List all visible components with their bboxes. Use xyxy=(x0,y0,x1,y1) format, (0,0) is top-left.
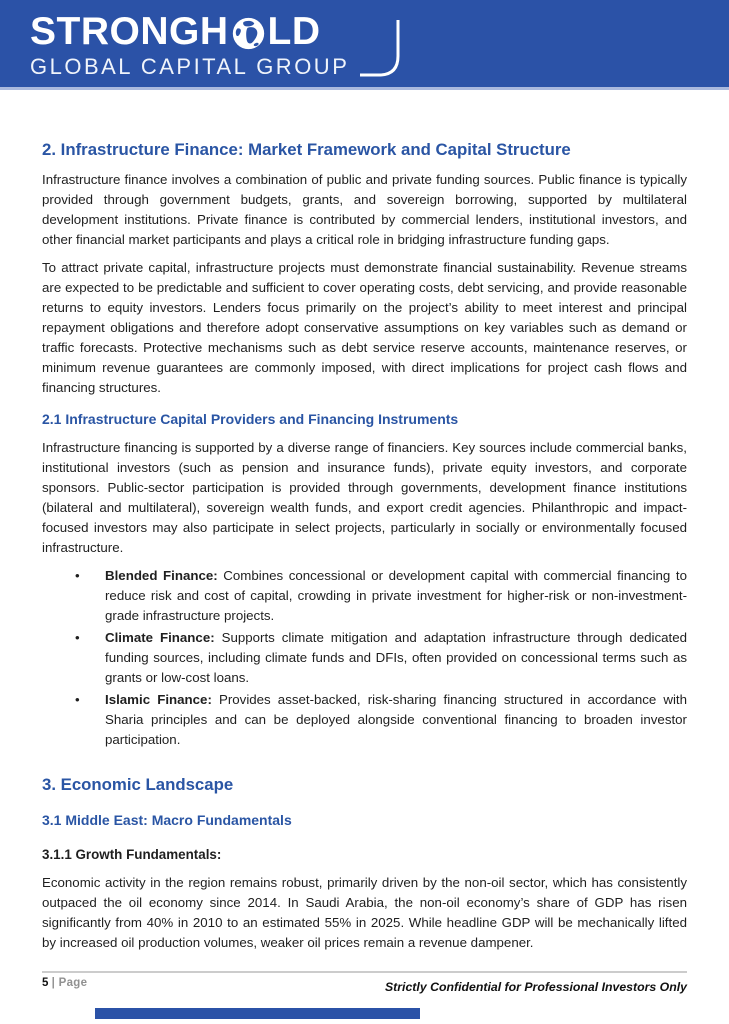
page-number-label: | Page xyxy=(51,977,88,989)
section-2-paragraph-1: Infrastructure finance involves a combination of public and private funding sources. Public finance is typically provided through government budgets, grants, and sovereign borrowing, supported by multilateral development institutions. Private finance is contributed by commercial lenders, institutional investors, and other financial market participants and plays a critical role in bridging infrastructure funding gaps. xyxy=(42,172,687,247)
section-3-1-1-heading: 3.1.1 Growth Fundamentals: xyxy=(42,847,222,862)
bullet-text: Supports climate mitigation and adaptation infrastructure through dedicated funding sources, including climate funds and DFIs, often provided on concessional terms such as grants or low-cost loans. xyxy=(105,630,687,685)
footer-divider xyxy=(42,971,687,973)
bullet-item-islamic-finance xyxy=(42,690,687,750)
bullet-text: Combines concessional or development capital with commercial financing to reduce risk and cost of capital, crowding in private investment for higher-risk or non-investment-grade infrastructure projects. xyxy=(105,568,687,623)
globe-icon xyxy=(232,17,265,50)
section-2-paragraph-2: To attract private capital, infrastructure projects must demonstrate financial sustainability. Revenue streams are expected to be predictable and sufficient to cover operating costs, debt servicing, and provide reasonable returns to equity investors. Lenders focus primarily on the project’s ability to meet interest and principal repayment obligations and therefore adopt conservative assumptions on key variables such as demand or traffic forecasts. Protective mechanisms such as debt service reserve accounts, maintenance reserves, or minimum revenue guarantees are commonly imposed, with direct implications for project cash flows and financing structures. xyxy=(42,260,687,395)
logo-subtitle: GLOBAL CAPITAL GROUP xyxy=(30,54,350,79)
section-2-heading: 2. Infrastructure Finance: Market Framework and Capital Structure xyxy=(42,140,571,159)
bullet-label: Blended Finance: xyxy=(105,568,218,583)
logo-wordmark-part2: LD xyxy=(267,10,321,53)
logo-bracket-graphic xyxy=(359,18,401,80)
logo-wordmark xyxy=(30,12,349,52)
company-logo xyxy=(30,12,401,80)
document-body xyxy=(0,93,729,953)
section-3-1-heading: 3.1 Middle East: Macro Fundamentals xyxy=(42,812,292,828)
bullet-text: Provides asset-backed, risk-sharing financing structured in accordance with Sharia principles and can be deployed alongside conventional financing to broaden investor participation. xyxy=(105,692,687,747)
section-3-1-1-paragraph: Economic activity in the region remains robust, primarily driven by the non-oil sector, which has consistently outpaced the oil economy since 2014. In Saudi Arabia, the non-oil economy’s share of GDP has risen significantly from 40% in 2010 to an estimated 55% in 2025. While headline GDP will be mechanically lifted by increased oil production volumes, weaker oil prices remain a revenue dampener. xyxy=(42,875,687,950)
bullet-label: Climate Finance: xyxy=(105,630,215,645)
page-number-value: 5 xyxy=(42,977,49,989)
section-2-1-heading: 2.1 Infrastructure Capital Providers and Financing Instruments xyxy=(42,411,459,427)
logo-text xyxy=(30,12,349,80)
section-2-1-paragraph: Infrastructure financing is supported by a diverse range of financiers. Key sources include commercial banks, institutional investors (such as pension and insurance funds), private equity investors, and corporate sponsors. Public-sector participation is provided through governments, development finance institutions (bilateral and multilateral), sovereign wealth funds, and export credit agencies. Philanthropic and impact-focused investors may also participate in select projects, particularly in socially or environmentally focused infrastructure. xyxy=(42,440,687,555)
page-number xyxy=(42,977,87,989)
header-banner xyxy=(0,0,729,90)
bullet-item-climate-finance xyxy=(42,628,687,688)
section-3-heading: 3. Economic Landscape xyxy=(42,775,234,794)
confidential-notice: Strictly Confidential for Professional Investors Only xyxy=(384,980,687,994)
bullet-item-blended-finance xyxy=(42,566,687,626)
bottom-accent-bar xyxy=(95,1008,420,1019)
finance-types-bullet-list xyxy=(42,566,687,750)
bullet-label: Islamic Finance: xyxy=(105,692,212,707)
logo-wordmark-part1: STRONGH xyxy=(30,10,229,53)
